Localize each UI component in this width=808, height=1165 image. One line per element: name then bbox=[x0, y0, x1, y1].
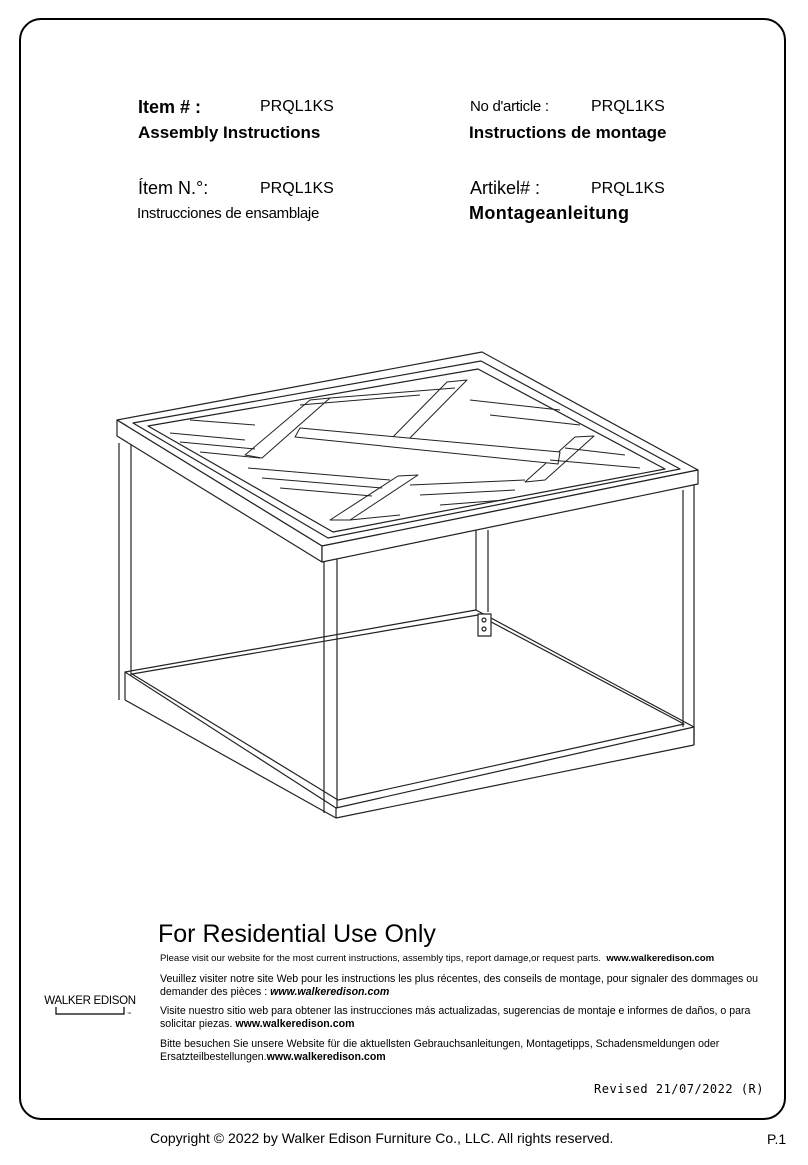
website-link-fr[interactable]: www.walkeredison.com bbox=[270, 986, 390, 998]
fr-item-label: No d'article : bbox=[470, 98, 549, 115]
fr-title: Instructions de montage bbox=[469, 123, 667, 142]
es-item-label: Ítem N.°: bbox=[138, 178, 209, 198]
de-title: Montageanleitung bbox=[469, 203, 630, 223]
logo-text: WALKER EDISON bbox=[44, 995, 136, 1007]
en-title: Assembly Instructions bbox=[138, 123, 321, 142]
notice-en: Please visit our website for the most current instructions, assembly tips, report damage,or request parts. www.walkeredison.com bbox=[160, 953, 715, 964]
walker-edison-logo bbox=[40, 990, 140, 1020]
de-item-code: PRQL1KS bbox=[591, 180, 665, 197]
en-item-label: Item # : bbox=[138, 97, 202, 117]
revision-date: Revised 21/07/2022 (R) bbox=[594, 1082, 764, 1096]
es-item-code: PRQL1KS bbox=[260, 180, 334, 197]
notice-fr: Veuillez visiter notre site Web pour les instructions les plus récentes, des conseils de montage, pour signaler des dommages ou demander des pièces : www.walkeredison.com bbox=[160, 973, 759, 998]
en-item-code: PRQL1KS bbox=[260, 98, 334, 115]
website-link-es[interactable]: www.walkeredison.com bbox=[235, 1018, 355, 1030]
page-number: P.1 bbox=[767, 1131, 787, 1147]
website-link-en[interactable]: www.walkeredison.com bbox=[606, 953, 715, 964]
logo-trademark: ™ bbox=[127, 1011, 131, 1016]
product-illustration bbox=[112, 348, 702, 822]
website-link-de[interactable]: www.walkeredison.com bbox=[266, 1051, 386, 1063]
residential-use-title: For Residential Use Only bbox=[158, 920, 436, 948]
copyright-notice: Copyright © 2022 by Walker Edison Furniture Co., LLC. All rights reserved. bbox=[150, 1130, 614, 1146]
de-item-label: Artikel# : bbox=[470, 178, 541, 198]
notice-de: Bitte besuchen Sie unsere Website für die aktuellsten Gebrauchsanleitungen, Montagetipps, Schadensmeldungen oder Ersatzteilbestellungen.www.walkeredison.com bbox=[160, 1038, 720, 1063]
fr-item-code: PRQL1KS bbox=[591, 98, 665, 115]
es-title: Instrucciones de ensamblaje bbox=[137, 205, 320, 222]
notice-es: Visite nuestro sitio web para obtener las instrucciones más actualizadas, sugerencias de montaje e informes de daños, o para solicitar piezas. www.walkeredison.com bbox=[160, 1005, 751, 1030]
